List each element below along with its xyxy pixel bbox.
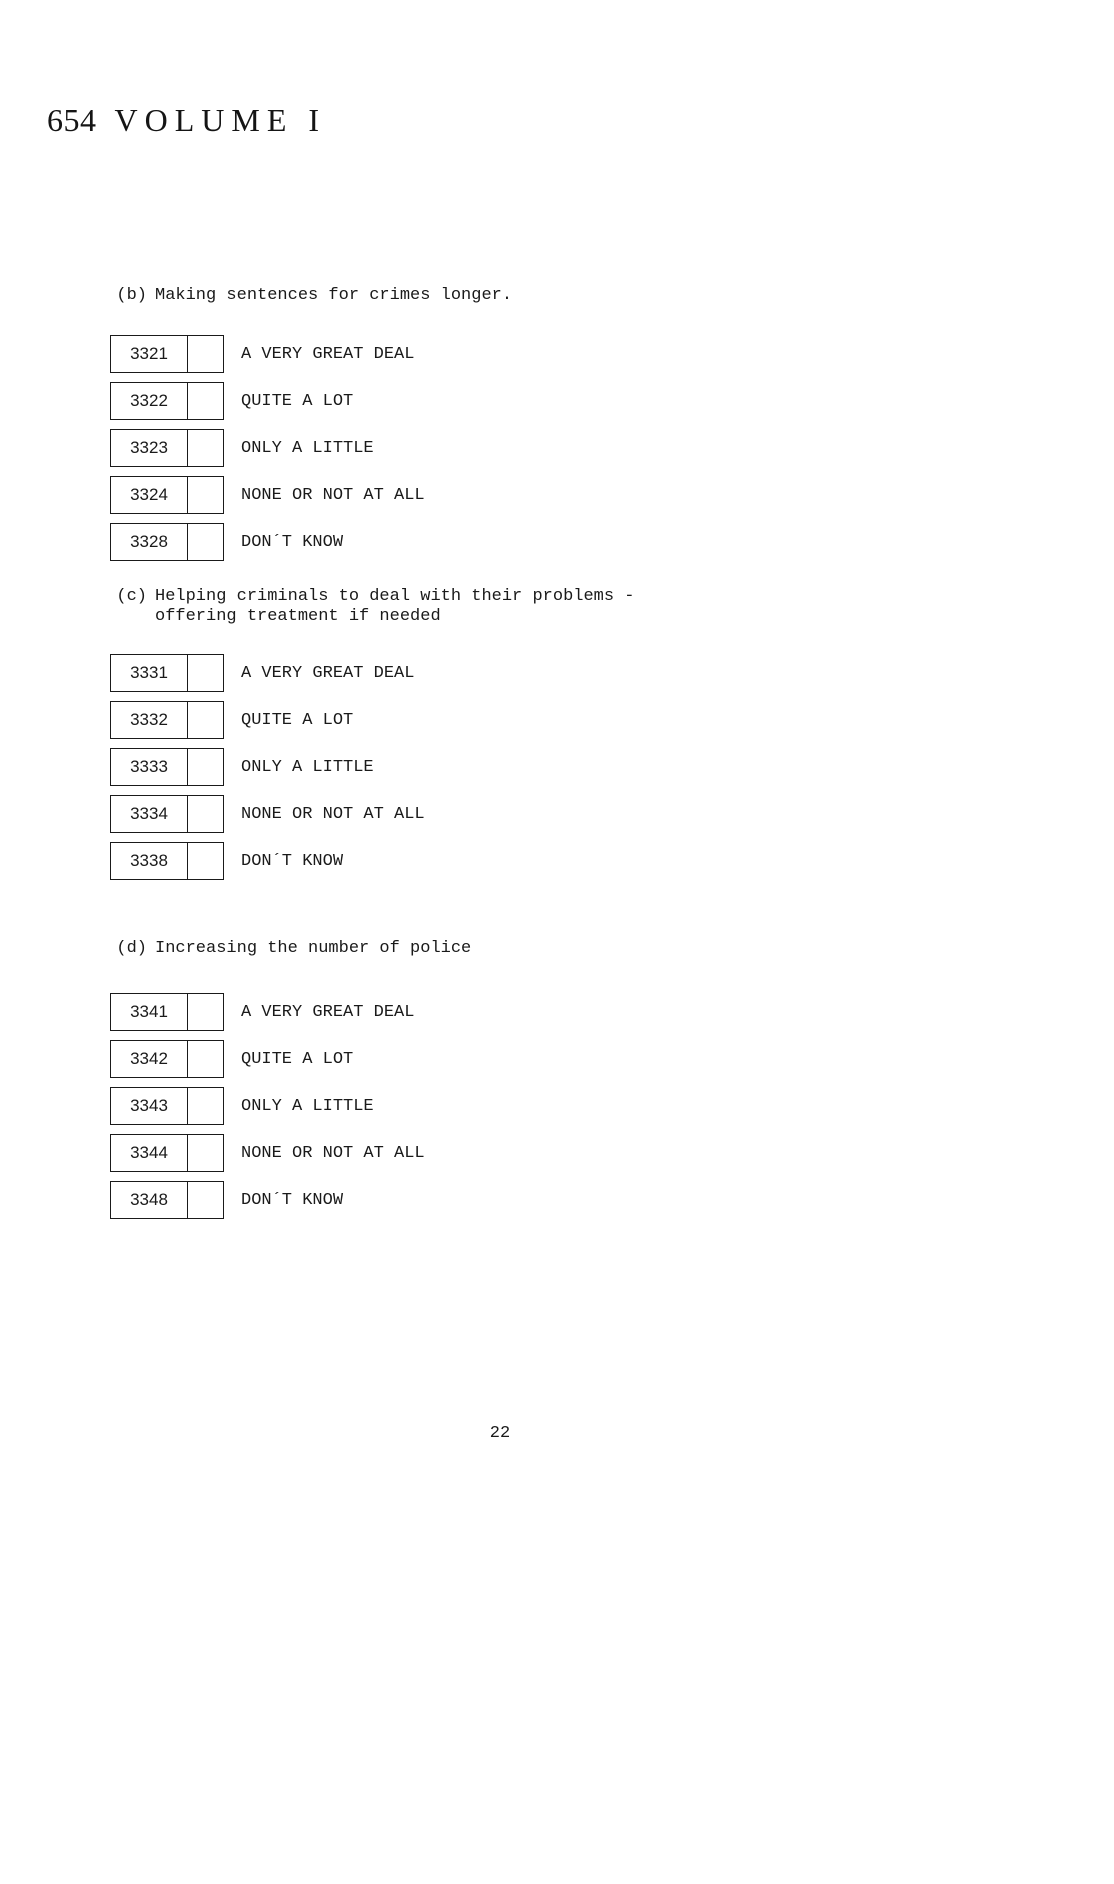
answer-option bbox=[110, 993, 414, 1031]
question-d bbox=[110, 939, 810, 959]
response-code: 3324 bbox=[110, 476, 188, 514]
answer-checkbox[interactable] bbox=[188, 654, 224, 692]
answer-option bbox=[110, 523, 343, 561]
option-label: A VERY GREAT DEAL bbox=[241, 663, 415, 683]
response-code: 3334 bbox=[110, 795, 188, 833]
option-label: NONE OR NOT AT ALL bbox=[241, 1143, 425, 1163]
question-text: Making sentences for crimes longer. bbox=[155, 286, 513, 305]
question-label: (d) bbox=[116, 939, 147, 958]
question-label: (b) bbox=[116, 286, 147, 305]
volume-title: VOLUME I bbox=[114, 102, 327, 138]
answer-option bbox=[110, 1087, 374, 1125]
option-label: NONE OR NOT AT ALL bbox=[241, 804, 425, 824]
answer-checkbox[interactable] bbox=[188, 842, 224, 880]
option-label: NONE OR NOT AT ALL bbox=[241, 485, 425, 505]
answer-checkbox[interactable] bbox=[188, 795, 224, 833]
response-code: 3321 bbox=[110, 335, 188, 373]
question-text: Increasing the number of police bbox=[155, 939, 472, 958]
answer-option bbox=[110, 335, 414, 373]
response-code: 3322 bbox=[110, 382, 188, 420]
option-label: DON´T KNOW bbox=[241, 851, 344, 871]
answer-checkbox[interactable] bbox=[188, 523, 224, 561]
question-text: Helping criminals to deal with their problems - offering treatment if needed bbox=[155, 587, 635, 626]
answer-checkbox[interactable] bbox=[188, 382, 224, 420]
answer-checkbox[interactable] bbox=[188, 993, 224, 1031]
question-b bbox=[110, 286, 810, 306]
answer-checkbox[interactable] bbox=[188, 1134, 224, 1172]
response-code: 3328 bbox=[110, 523, 188, 561]
answer-option bbox=[110, 654, 414, 692]
answer-checkbox[interactable] bbox=[188, 1181, 224, 1219]
response-code: 3333 bbox=[110, 748, 188, 786]
footer-page-number: 22 bbox=[489, 1424, 511, 1443]
answer-option bbox=[110, 429, 374, 467]
answer-checkbox[interactable] bbox=[188, 701, 224, 739]
answer-checkbox[interactable] bbox=[188, 476, 224, 514]
answer-option bbox=[110, 795, 425, 833]
answer-option bbox=[110, 1040, 353, 1078]
question-label: (c) bbox=[116, 587, 147, 606]
answer-checkbox[interactable] bbox=[188, 1040, 224, 1078]
option-label: QUITE A LOT bbox=[241, 710, 354, 730]
answer-option bbox=[110, 476, 425, 514]
answer-option bbox=[110, 382, 353, 420]
response-code: 3342 bbox=[110, 1040, 188, 1078]
option-label: ONLY A LITTLE bbox=[241, 438, 374, 458]
page-header bbox=[47, 100, 326, 140]
option-label: ONLY A LITTLE bbox=[241, 757, 374, 777]
response-code: 3332 bbox=[110, 701, 188, 739]
answer-option bbox=[110, 842, 343, 880]
response-code: 3348 bbox=[110, 1181, 188, 1219]
response-code: 3341 bbox=[110, 993, 188, 1031]
page-number: 654 bbox=[47, 102, 97, 138]
response-code: 3338 bbox=[110, 842, 188, 880]
option-label: A VERY GREAT DEAL bbox=[241, 1002, 415, 1022]
answer-checkbox[interactable] bbox=[188, 335, 224, 373]
answer-checkbox[interactable] bbox=[188, 1087, 224, 1125]
answer-checkbox[interactable] bbox=[188, 748, 224, 786]
response-code: 3331 bbox=[110, 654, 188, 692]
question-c bbox=[110, 587, 810, 627]
option-label: QUITE A LOT bbox=[241, 391, 354, 411]
answer-checkbox[interactable] bbox=[188, 429, 224, 467]
option-label: DON´T KNOW bbox=[241, 532, 344, 552]
answer-option bbox=[110, 1134, 425, 1172]
option-label: ONLY A LITTLE bbox=[241, 1096, 374, 1116]
response-code: 3343 bbox=[110, 1087, 188, 1125]
option-label: QUITE A LOT bbox=[241, 1049, 354, 1069]
option-label: DON´T KNOW bbox=[241, 1190, 344, 1210]
response-code: 3323 bbox=[110, 429, 188, 467]
response-code: 3344 bbox=[110, 1134, 188, 1172]
option-label: A VERY GREAT DEAL bbox=[241, 344, 415, 364]
answer-option bbox=[110, 701, 353, 739]
answer-option bbox=[110, 748, 374, 786]
answer-option bbox=[110, 1181, 343, 1219]
